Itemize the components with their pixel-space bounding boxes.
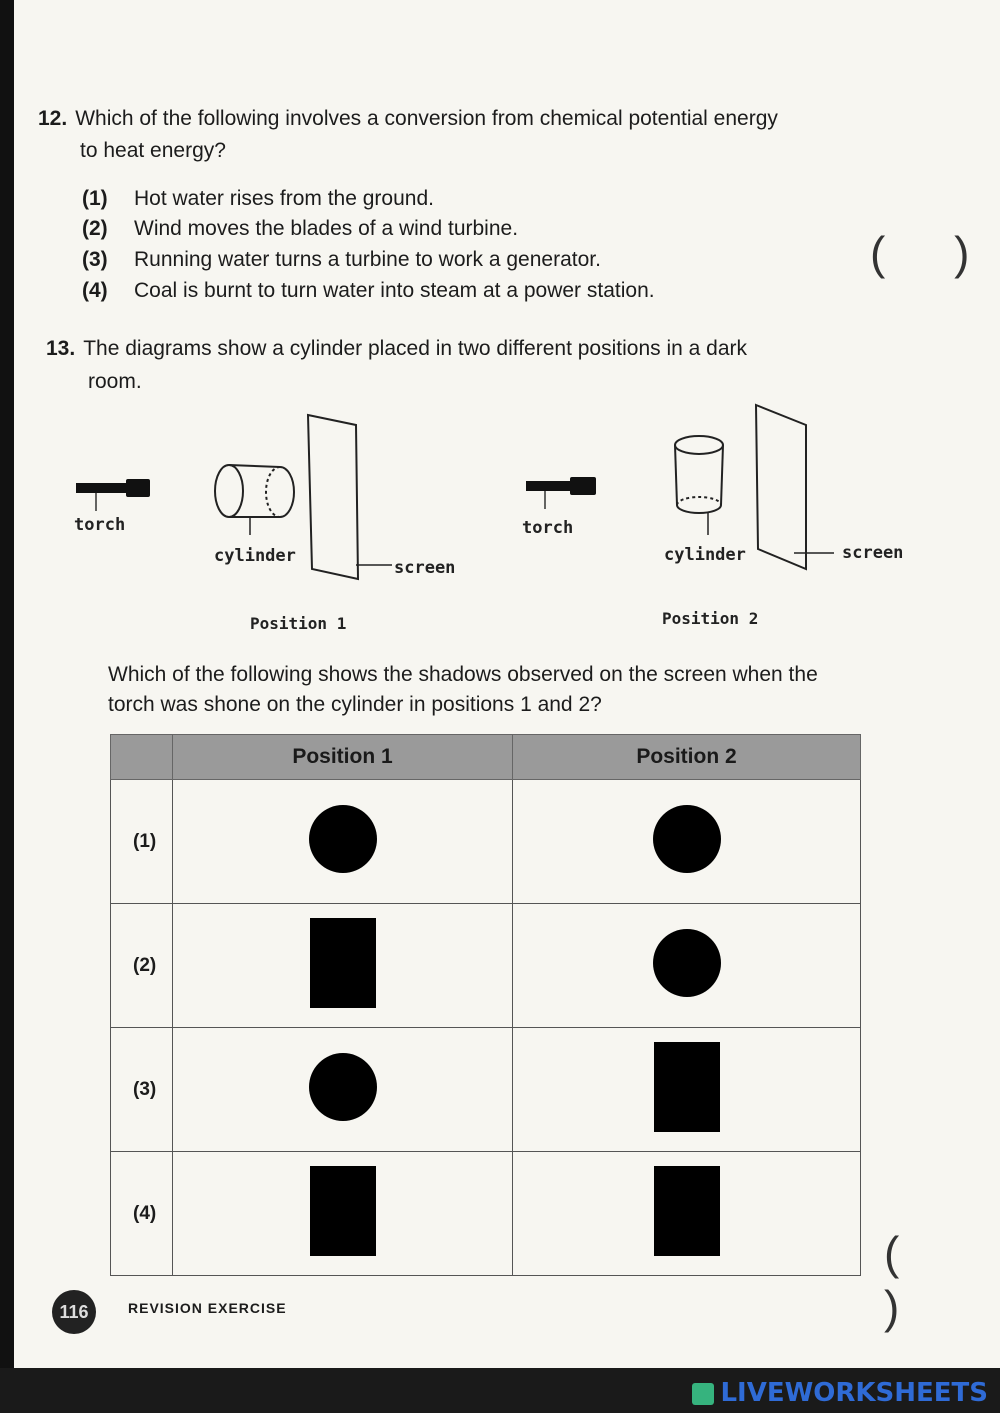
shadow-cell [173,1152,513,1276]
shadow-cell [513,1152,861,1276]
torch-label-2: torch [522,518,574,538]
q13-diagrams [0,395,1000,645]
rectangle-shadow-icon [654,1166,720,1256]
shadow-options-table [110,734,861,1276]
shadow-cell [513,904,861,1028]
option-label: (3) [111,1028,173,1152]
cylinder-label-1: cylinder [214,546,296,566]
liveworksheets-logo-icon [692,1383,714,1405]
cylinder-label-2: cylinder [664,545,746,565]
binding-edge [0,0,14,1413]
circle-shadow-icon [309,1053,377,1121]
shadow-cell [173,780,513,904]
cylinder-vertical-icon [675,436,723,535]
screen-icon-2 [756,405,834,569]
shadow-cell [173,904,513,1028]
position-2-label: Position 2 [662,609,759,628]
torch-label-1: torch [74,515,126,535]
q12-stem-line2: to heat energy? [80,139,226,162]
q13-prompt: Which of the following shows the shadows observed on the screen when the torch was shone on the cylinder in positions 1 and 2? [108,663,818,716]
option-label: (1) [111,780,173,904]
table-row[interactable] [111,1152,861,1276]
table-row[interactable] [111,780,861,904]
torch-icon-2 [526,477,596,509]
watermark: LIVEWORKSHEETS [692,1378,988,1408]
footer-section-title: REVISION EXERCISE [128,1300,287,1316]
circle-shadow-icon [653,929,721,997]
q12-stem: 12. Which of the following involves a conversion from chemical potential energy [38,107,778,130]
torch-icon-1 [76,479,150,511]
q12-option-2[interactable]: (2) Wind moves the blades of a wind turbine. [82,217,519,240]
cylinder-horizontal-icon [215,465,294,535]
shadow-cell [513,780,861,904]
q13-stem: 13. The diagrams show a cylinder placed in two different positions in a dark [46,337,747,360]
q12-option-1[interactable]: (1) Hot water rises from the ground. [82,187,434,210]
q13-answer-box[interactable]: ( ) [884,1227,928,1333]
rectangle-shadow-icon [654,1042,720,1132]
q12-option-4[interactable]: (4) Coal is burnt to turn water into steam at a power station. [82,279,655,302]
screen-icon-1 [308,415,392,579]
option-label: (4) [111,1152,173,1276]
table-row[interactable] [111,1028,861,1152]
shadow-cell [173,1028,513,1152]
table-row[interactable] [111,904,861,1028]
page-number-badge: 116 [52,1290,96,1334]
rectangle-shadow-icon [310,1166,376,1256]
screen-label-1: screen [394,558,456,578]
q12-option-3[interactable]: (3) Running water turns a turbine to work a generator. [82,248,601,271]
table-corner [111,735,173,780]
shadow-cell [513,1028,861,1152]
q13-stem-line2: room. [88,370,142,393]
q12-answer-box[interactable]: ( ) [870,227,998,279]
option-label: (2) [111,904,173,1028]
rectangle-shadow-icon [310,918,376,1008]
table-header-row [111,735,861,780]
screen-label-2: screen [842,543,904,563]
position-1-label: Position 1 [250,614,347,633]
col-header-position-1: Position 1 [173,735,513,780]
circle-shadow-icon [653,805,721,873]
col-header-position-2: Position 2 [513,735,861,780]
circle-shadow-icon [309,805,377,873]
